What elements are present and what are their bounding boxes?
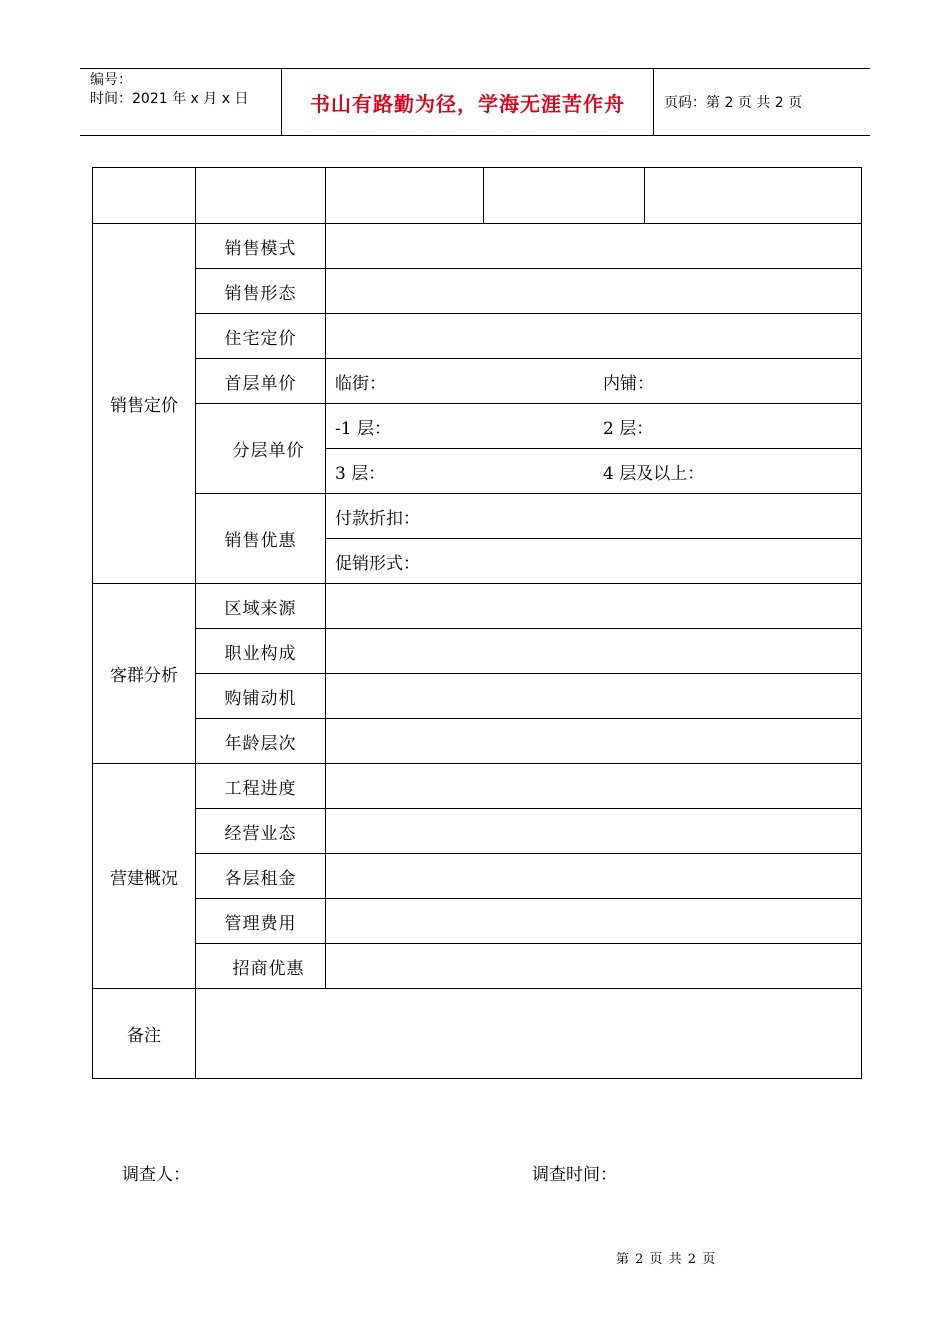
field-progress[interactable] bbox=[326, 764, 862, 809]
label-residential-price: 住宅定价 bbox=[196, 314, 326, 359]
label-occupation: 职业构成 bbox=[196, 629, 326, 674]
blank-cell[interactable] bbox=[93, 168, 196, 224]
blank-cell[interactable] bbox=[196, 168, 326, 224]
field-rent[interactable] bbox=[326, 854, 862, 899]
surveyor-label: 调查人： bbox=[122, 1165, 190, 1185]
table-row bbox=[93, 674, 862, 719]
table-row bbox=[93, 764, 862, 809]
section-construction: 营建概况 bbox=[93, 764, 196, 989]
header-slogan: 书山有路勤为径，学海无涯苦作舟 bbox=[282, 69, 654, 135]
table-row bbox=[93, 809, 862, 854]
field-residential-price[interactable] bbox=[326, 314, 862, 359]
header-meta bbox=[80, 69, 282, 135]
f3-label: 3 层： bbox=[335, 463, 386, 484]
label-sales-form: 销售形态 bbox=[196, 269, 326, 314]
label-sales-discount: 销售优惠 bbox=[196, 494, 326, 584]
time-label: 时间：2021 年 x 月 x 日 bbox=[90, 91, 249, 107]
table-row bbox=[93, 224, 862, 269]
table-row bbox=[93, 989, 862, 1079]
label-region: 区域来源 bbox=[196, 584, 326, 629]
field-promotion[interactable]: 促销形式： bbox=[326, 539, 862, 584]
label-business: 经营业态 bbox=[196, 809, 326, 854]
blank-cell[interactable] bbox=[484, 168, 645, 224]
survey-time-label: 调查时间： bbox=[532, 1165, 617, 1185]
leasing-text: 招商优惠 bbox=[232, 958, 305, 979]
label-motive: 购铺动机 bbox=[196, 674, 326, 719]
label-rent: 各层租金 bbox=[196, 854, 326, 899]
label-leasing bbox=[196, 944, 326, 989]
f4-label: 4 层及以上： bbox=[603, 463, 705, 484]
label-ground-price: 首层单价 bbox=[196, 359, 326, 404]
field-floor-b1-f2[interactable] bbox=[326, 404, 862, 449]
field-management[interactable] bbox=[326, 899, 862, 944]
table-row bbox=[93, 404, 862, 449]
section-sales: 销售定价 bbox=[93, 224, 196, 584]
field-leasing[interactable] bbox=[326, 944, 862, 989]
b1-label: -1 层： bbox=[335, 418, 391, 439]
table-row bbox=[93, 269, 862, 314]
section-remarks: 备注 bbox=[93, 989, 196, 1079]
field-region[interactable] bbox=[326, 584, 862, 629]
field-motive[interactable] bbox=[326, 674, 862, 719]
table-row bbox=[93, 584, 862, 629]
top-blank-row bbox=[93, 168, 862, 224]
field-sales-form[interactable] bbox=[326, 269, 862, 314]
table-row bbox=[93, 314, 862, 359]
label-age: 年龄层次 bbox=[196, 719, 326, 764]
field-payment-discount[interactable]: 付款折扣： bbox=[326, 494, 862, 539]
label-sales-mode: 销售模式 bbox=[196, 224, 326, 269]
table-row bbox=[93, 359, 862, 404]
field-occupation[interactable] bbox=[326, 629, 862, 674]
number-label: 编号： bbox=[90, 72, 132, 88]
survey-table bbox=[92, 167, 862, 1079]
blank-cell[interactable] bbox=[326, 168, 484, 224]
page-header bbox=[80, 68, 870, 136]
page-number: 第 2 页 共 2 页 bbox=[616, 1252, 717, 1267]
header-page-info: 页码：第 2 页 共 2 页 bbox=[664, 95, 803, 111]
table-row bbox=[93, 854, 862, 899]
blank-cell[interactable] bbox=[645, 168, 862, 224]
section-customers: 客群分析 bbox=[93, 584, 196, 764]
label-progress: 工程进度 bbox=[196, 764, 326, 809]
label-floor-price bbox=[196, 404, 326, 494]
floor-price-text: 分层单价 bbox=[232, 441, 305, 461]
table-row bbox=[93, 899, 862, 944]
field-floor-f3-f4[interactable] bbox=[326, 449, 862, 494]
field-ground-price[interactable] bbox=[326, 359, 862, 404]
table-row bbox=[93, 719, 862, 764]
field-remarks[interactable] bbox=[196, 989, 862, 1079]
f2-label: 2 层： bbox=[603, 418, 654, 439]
field-sales-mode[interactable] bbox=[326, 224, 862, 269]
field-business[interactable] bbox=[326, 809, 862, 854]
field-age[interactable] bbox=[326, 719, 862, 764]
street-label: 临街： bbox=[335, 373, 386, 394]
table-row bbox=[93, 629, 862, 674]
table-row bbox=[93, 494, 862, 539]
label-management: 管理费用 bbox=[196, 899, 326, 944]
table-row bbox=[93, 944, 862, 989]
inner-label: 内铺： bbox=[603, 373, 654, 394]
